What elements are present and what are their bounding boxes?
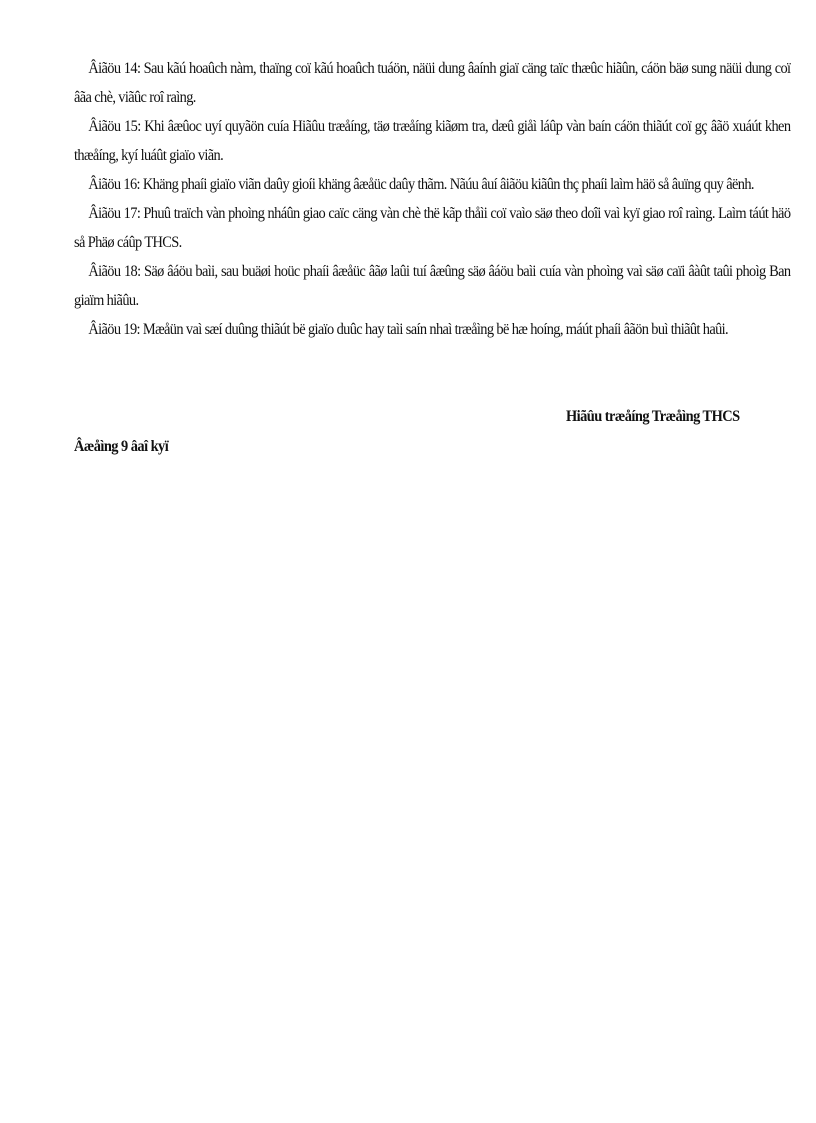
article-19: Âiãöu 19: Mæåün vaì sæí duûng thiãút bë giaïo duûc hay taìi saín nhaì træåìng bë hæ hoíng, máút phaíi âãön buì thiãût haûi. <box>88 321 729 338</box>
article-15: Âiãöu 15: Khi âæûoc uyí quyãön cuía Hiãûu træåíng, täø træåíng kiãøm tra, dæû giåì láûp vàn baín cáön thiãút coï gç âãö xuáút khen thæåíng, kyí luáût giaïo viãn. <box>74 118 791 164</box>
recipient-line: Âæåìng 9 âaî kyï <box>74 438 169 455</box>
article-17: Âiãöu 17: Phuû traïch vàn phoìng nháûn giao caïc cäng vàn chè thë kãp thåìi coï vaìo säø theo doîi vaì kyï giao roî raìng. Laìm táút häö så Phäø cáûp THCS. <box>74 205 791 251</box>
article-14: Âiãöu 14: Sau kãú hoaûch nàm, thaïng coï kãú hoaûch tuáön, näüi dung âaính giaï cäng taïc thæûc hiãûn, cáön bäø sung näüi dung coï âãa chè, viãûc roî raìng. <box>74 60 791 106</box>
article-18: Âiãöu 18: Säø âáöu baìi, sau buäøi hoüc phaíi âæåüc âãø laûi tuí âæûng säø âáöu baìi cuía vàn phoìng vaì säø caïi âàût taûi phoìg Ban giaïm hiãûu. <box>74 263 791 309</box>
article-16: Âiãöu 16: Khäng phaíi giaïo viãn daûy gioíi khäng âæåüc daûy thãm. Nãúu âuí âiãöu kiãûn thç phaíi laìm häö så âuïng quy âënh. <box>88 176 754 193</box>
document-body <box>74 54 790 344</box>
signature-title: Hiãûu træåíng Træåìng THCS <box>566 408 740 425</box>
